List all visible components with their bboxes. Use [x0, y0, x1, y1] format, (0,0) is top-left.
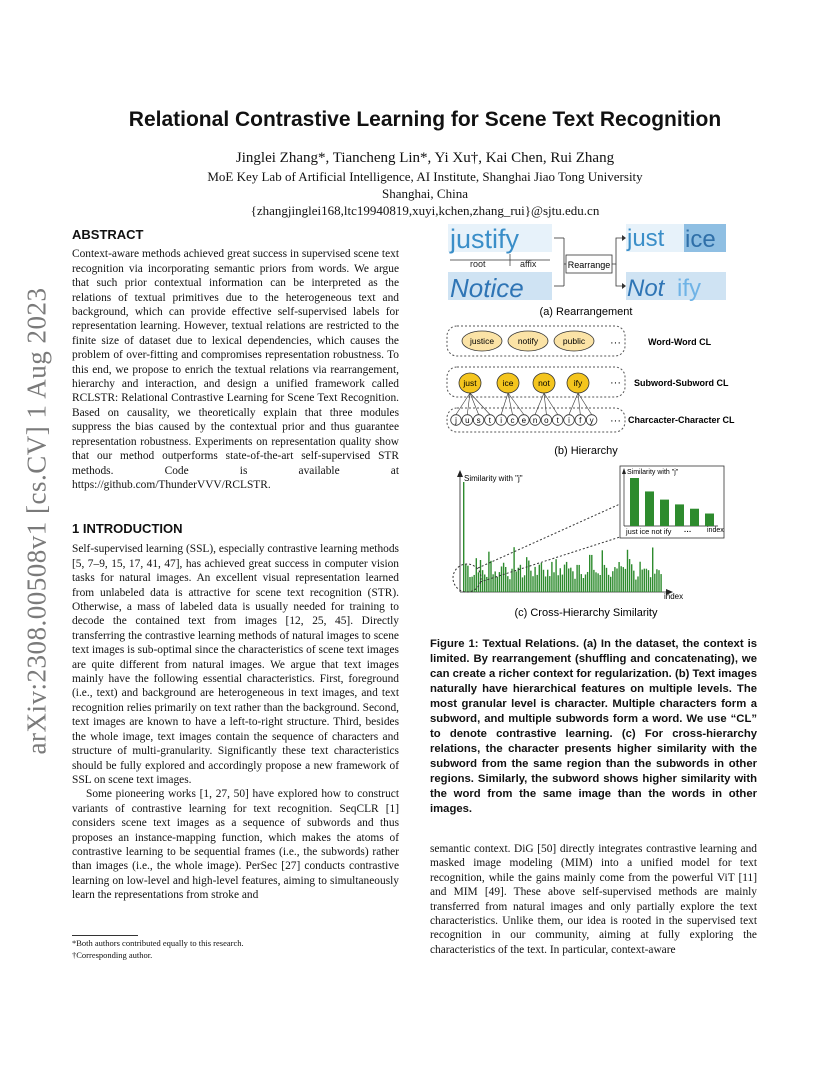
root-label: root: [470, 259, 486, 269]
similarity-bar: [463, 482, 464, 592]
similarity-bar: [478, 572, 479, 592]
abstract-heading: ABSTRACT: [72, 227, 144, 242]
similarity-bar: [549, 576, 550, 592]
intro-heading: 1 INTRODUCTION: [72, 521, 183, 536]
level-subword-label: Subword-Subword CL: [634, 378, 729, 388]
subword-node-label: not: [538, 378, 550, 388]
similarity-bar: [526, 557, 527, 592]
similarity-bar: [541, 563, 542, 592]
paper-title: Relational Contrastive Learning for Scene Text Recognition: [128, 108, 722, 131]
caption-a: (a) Rearrangement: [539, 306, 633, 318]
similarity-bar: [484, 574, 485, 592]
panel-similarity-chart: [453, 466, 724, 601]
similarity-bar: [644, 569, 645, 592]
similarity-bar: [602, 550, 603, 592]
inset-bar: [645, 491, 654, 526]
similarity-bar: [652, 547, 653, 592]
similarity-bar: [608, 575, 609, 592]
similarity-bar: [579, 565, 580, 592]
similarity-bar: [467, 566, 468, 592]
similarity-bar: [528, 561, 529, 592]
similarity-bar: [553, 572, 554, 592]
level-char-label: Charcacter-Character CL: [628, 415, 735, 425]
char-node-label: t: [488, 416, 492, 425]
rearrange-label: Rearrange: [567, 260, 611, 270]
char-node-label: f: [579, 416, 582, 425]
inset-bar: [675, 504, 684, 526]
inset-ellipsis: ···: [684, 527, 692, 536]
similarity-bar: [530, 571, 531, 592]
similarity-bar: [614, 567, 615, 592]
similarity-bar: [650, 577, 651, 592]
similarity-bar: [501, 566, 502, 592]
similarity-bar: [539, 565, 540, 592]
similarity-bar: [520, 565, 521, 592]
similarity-bar: [616, 568, 617, 592]
affix-label: affix: [520, 259, 537, 269]
inset-x-label: index: [707, 527, 724, 534]
similarity-bar: [618, 562, 619, 592]
similarity-bar: [490, 561, 491, 592]
similarity-bar: [610, 577, 611, 592]
word-node-label: notify: [517, 336, 539, 346]
similarity-bar: [595, 572, 596, 592]
similarity-bar: [572, 571, 573, 592]
similarity-bar: [499, 572, 500, 592]
similarity-bar: [570, 568, 571, 592]
inset-bar: [705, 514, 714, 526]
subword-node-label: ify: [573, 378, 583, 388]
similarity-bar: [562, 575, 563, 592]
similarity-bar: [623, 567, 624, 592]
char-node-label: c: [510, 416, 515, 425]
similarity-bar: [518, 568, 519, 592]
word-notice: Notice: [450, 273, 524, 303]
similarity-bar: [642, 570, 643, 592]
similarity-bar: [574, 579, 575, 592]
similarity-bar: [497, 577, 498, 592]
similarity-bar: [600, 575, 601, 592]
panel-rearrangement: [448, 224, 726, 303]
similarity-bar: [606, 568, 607, 592]
subword-node-label: ice: [502, 378, 514, 388]
similarity-bar: [534, 567, 535, 592]
similarity-bar: [581, 574, 582, 592]
similarity-bar: [660, 574, 661, 592]
similarity-bar: [627, 550, 628, 592]
similarity-bar: [532, 576, 533, 592]
similarity-bar: [566, 562, 567, 592]
similarity-bar: [476, 558, 477, 592]
char-node-label: y: [589, 416, 594, 425]
out2-not: Not: [627, 275, 665, 302]
similarity-bar: [488, 552, 489, 592]
out1-ice: ice: [685, 226, 716, 253]
char-node-label: i: [568, 416, 570, 425]
similarity-bar: [612, 571, 613, 592]
similarity-bar: [522, 577, 523, 592]
similarity-bar: [635, 580, 636, 592]
word-node-label: justice: [469, 336, 495, 346]
introduction-section: [72, 522, 399, 903]
inset-bar: [630, 478, 639, 526]
similarity-bar: [507, 576, 508, 592]
similarity-bar: [558, 575, 559, 592]
abstract-text: Context-aware methods achieved great success in supervised scene text recognition via incorporating semantic priors from words. We argue that such prior contextual information can be interpreted as the relations of textual primitives due to the heterogeneous text and background, which can provide effective self-supervised labels for representation learning. However, textual relations are restricted to the finite size of dataset due to lexical dependencies, which causes the problem of over-fitting and compromises representation robustness. To this end, we propose to enrich the textual relations via rearrangement, hierarchy and interaction, and design a unified framework called RCLSTR: Relational Contrastive Learning for Scene Text Recognition. Based on causality, we theoretically explain that three modules suppress the bias caused by the contextual prior and thus guarantee representation robustness. Experiments on representation quality show that our method outperforms state-of-the-art self-supervised STR methods. Code is available at https://github.com/ThunderVVV/RCLSTR.: [72, 248, 399, 491]
x-axis-label: index: [664, 592, 684, 601]
similarity-bar: [469, 577, 470, 592]
similarity-bar: [631, 564, 632, 592]
similarity-bar: [505, 567, 506, 592]
similarity-bar: [637, 576, 638, 592]
affiliation-location: Shanghai, China: [382, 186, 468, 201]
similarity-bar: [513, 547, 514, 592]
similarity-bar: [587, 572, 588, 592]
char-node-label: n: [532, 416, 538, 425]
similarity-bar: [648, 570, 649, 592]
inset-categories: just ice not ify: [626, 527, 672, 536]
abstract-section: [72, 228, 399, 492]
similarity-bar: [564, 565, 565, 592]
similarity-bar: [629, 559, 630, 592]
similarity-bar: [604, 565, 605, 592]
similarity-bar: [537, 575, 538, 592]
out1-just: just: [627, 225, 665, 252]
figure-1-caption: Figure 1: Textual Relations. (a) In the dataset, the context is limited. By rearrangement (shuffling and concatenating), we can create a richer context for regularization. (b) Text images naturally have hierarchical features on multiple levels. The most granular level is character. Multiple characters form a subword, and multiple subwords form a word. We use “CL” to denote contrastive learning. (c) For cross-hierarchy relations, the character presents higher similarity with the subword from the same region than the subwords in other regions. Similarly, the subword shows higher similarity with the word from the same image than the words in other images.: [430, 638, 757, 815]
char-node-label: o: [544, 416, 549, 425]
similarity-bar: [656, 569, 657, 592]
similarity-bar: [621, 566, 622, 592]
char-node-label: u: [465, 416, 470, 425]
footnote-rule: [72, 935, 138, 936]
similarity-bar: [482, 570, 483, 592]
out2-ify: ify: [677, 275, 701, 302]
y-axis-label: Similarity with "j": [464, 474, 523, 483]
arxiv-id: arXiv:2308.00508v1 [cs.CV] 1 Aug 2023: [21, 287, 52, 755]
intro-paragraph-2: Some pioneering works [1, 27, 50] have explored how to construct variants of contrastive learning for text recognition. SeqCLR [1] considers scene text images as a sequence of subwords and thus proposes an instance-mapping function, which makes the atoms of contrastive learning to be sequential frames (i.e., the subwords) rather than images (i.e., the whole image). PerSec [27] conducts contrastive learning on low-level and high-level features, aiming to simultaneously learn the representations from stroke and: [72, 788, 399, 902]
similarity-bar: [591, 555, 592, 592]
similarity-bar: [560, 568, 561, 592]
similarity-bar: [633, 571, 634, 592]
similarity-bar: [486, 577, 487, 592]
similarity-bar: [658, 570, 659, 592]
similarity-bar: [555, 559, 556, 592]
panel-hierarchy: [447, 326, 735, 432]
footnote-equal-contribution: *Both authors contributed equally to this research.: [72, 938, 244, 948]
similarity-bar: [465, 564, 466, 592]
similarity-bar: [503, 563, 504, 592]
similarity-bar: [589, 555, 590, 592]
caption-c: (c) Cross-Hierarchy Similarity: [514, 607, 658, 619]
similarity-bar: [593, 570, 594, 592]
affiliation: MoE Key Lab of Artificial Intelligence, AI Institute, Shanghai Jiao Tong University: [207, 169, 643, 184]
figure-1: [430, 222, 760, 622]
char-node-label: i: [500, 416, 503, 425]
inset-bar: [690, 509, 699, 526]
similarity-bar: [551, 562, 552, 592]
emails: {zhangjinglei168,ltc19940819,xuyi,kchen,zhang_rui}@sjtu.edu.cn: [250, 203, 600, 218]
word-justify: justify: [450, 224, 520, 254]
intro-paragraph-3: semantic context. DiG [50] directly integrates contrastive learning and masked image modeling (MIM) into a unified model for text recognition, while the gains mainly come from the powerful ViT [11] and MIM [49]. These above self-supervised methods are mainly transferred from natural images and only partially explore the text characteristics. Unlike them, our idea is rooted in the supervised text recognition in our community, aiming at fully exploring the characteristics of the text. In particular, context-aware: [430, 843, 757, 956]
similarity-bar: [543, 570, 544, 592]
similarity-bar: [568, 569, 569, 592]
similarity-bar: [471, 577, 472, 592]
similarity-bar: [576, 565, 577, 592]
authors: Jinglei Zhang*, Tiancheng Lin*, Yi Xu†, Kai Chen, Rui Zhang: [235, 150, 615, 166]
char-node-label: e: [521, 416, 527, 425]
similarity-bar: [639, 562, 640, 592]
similarity-bar: [646, 569, 647, 592]
arxiv-stamp: [20, 286, 54, 756]
ellipsis-subwords: ···: [610, 377, 621, 389]
similarity-bar: [625, 569, 626, 592]
similarity-bar: [495, 571, 496, 592]
similarity-bar: [516, 571, 517, 592]
similarity-bar: [583, 578, 584, 592]
char-node-label: j: [455, 416, 457, 425]
ellipsis-chars: ···: [610, 415, 621, 427]
similarity-bar: [545, 576, 546, 592]
inset-bar: [660, 500, 669, 526]
similarity-bar: [585, 574, 586, 592]
footnote-corresponding: †Corresponding author.: [72, 950, 153, 960]
caption-b: (b) Hierarchy: [554, 445, 618, 457]
word-node-label: public: [562, 336, 586, 346]
similarity-bar: [524, 575, 525, 592]
inset-y-label: Similarity with "j": [627, 469, 679, 476]
intro-continued: [430, 842, 757, 957]
level-word-label: Word-Word CL: [648, 337, 712, 347]
similarity-bar: [547, 570, 548, 592]
similarity-bar: [654, 574, 655, 592]
intro-paragraph-1: Self-supervised learning (SSL), especially contrastive learning methods [5, 7–9, 15, 17, 41, 47], has achieved great success in computer vision tasks for natural images. An excellent visual representation learned from unlabeled data is attractive for scene text recognition (STR). Otherwise, a mass of labeled data is usually needed for training to decode the contained text from images [12, 25, 45]. Directly transferring the contrastive learning methods of natural images to scene text images is sub-optimal since the characteristics of scene text images are quite different from natural images. We argue that text images mainly have the following essential characteristics. First, foreground (i.e., text) and background are heterogeneous in text images, and text recognition relies primarily on text rather than the background. Second, text images are known to have a left-to-right structure. Third, besides the whole image, text images contain the sequence of characters and structure of multi-granularity. Significantly these text characteristics should be fully explored and accordingly propose a new framework of SSL on scene text images.: [72, 543, 399, 786]
char-node-label: t: [556, 416, 559, 425]
similarity-bar: [597, 573, 598, 592]
similarity-bar: [492, 574, 493, 592]
char-node-label: s: [476, 416, 481, 425]
subword-node-label: just: [463, 378, 477, 388]
ellipsis-words: ···: [610, 337, 621, 349]
similarity-bar: [509, 579, 510, 592]
